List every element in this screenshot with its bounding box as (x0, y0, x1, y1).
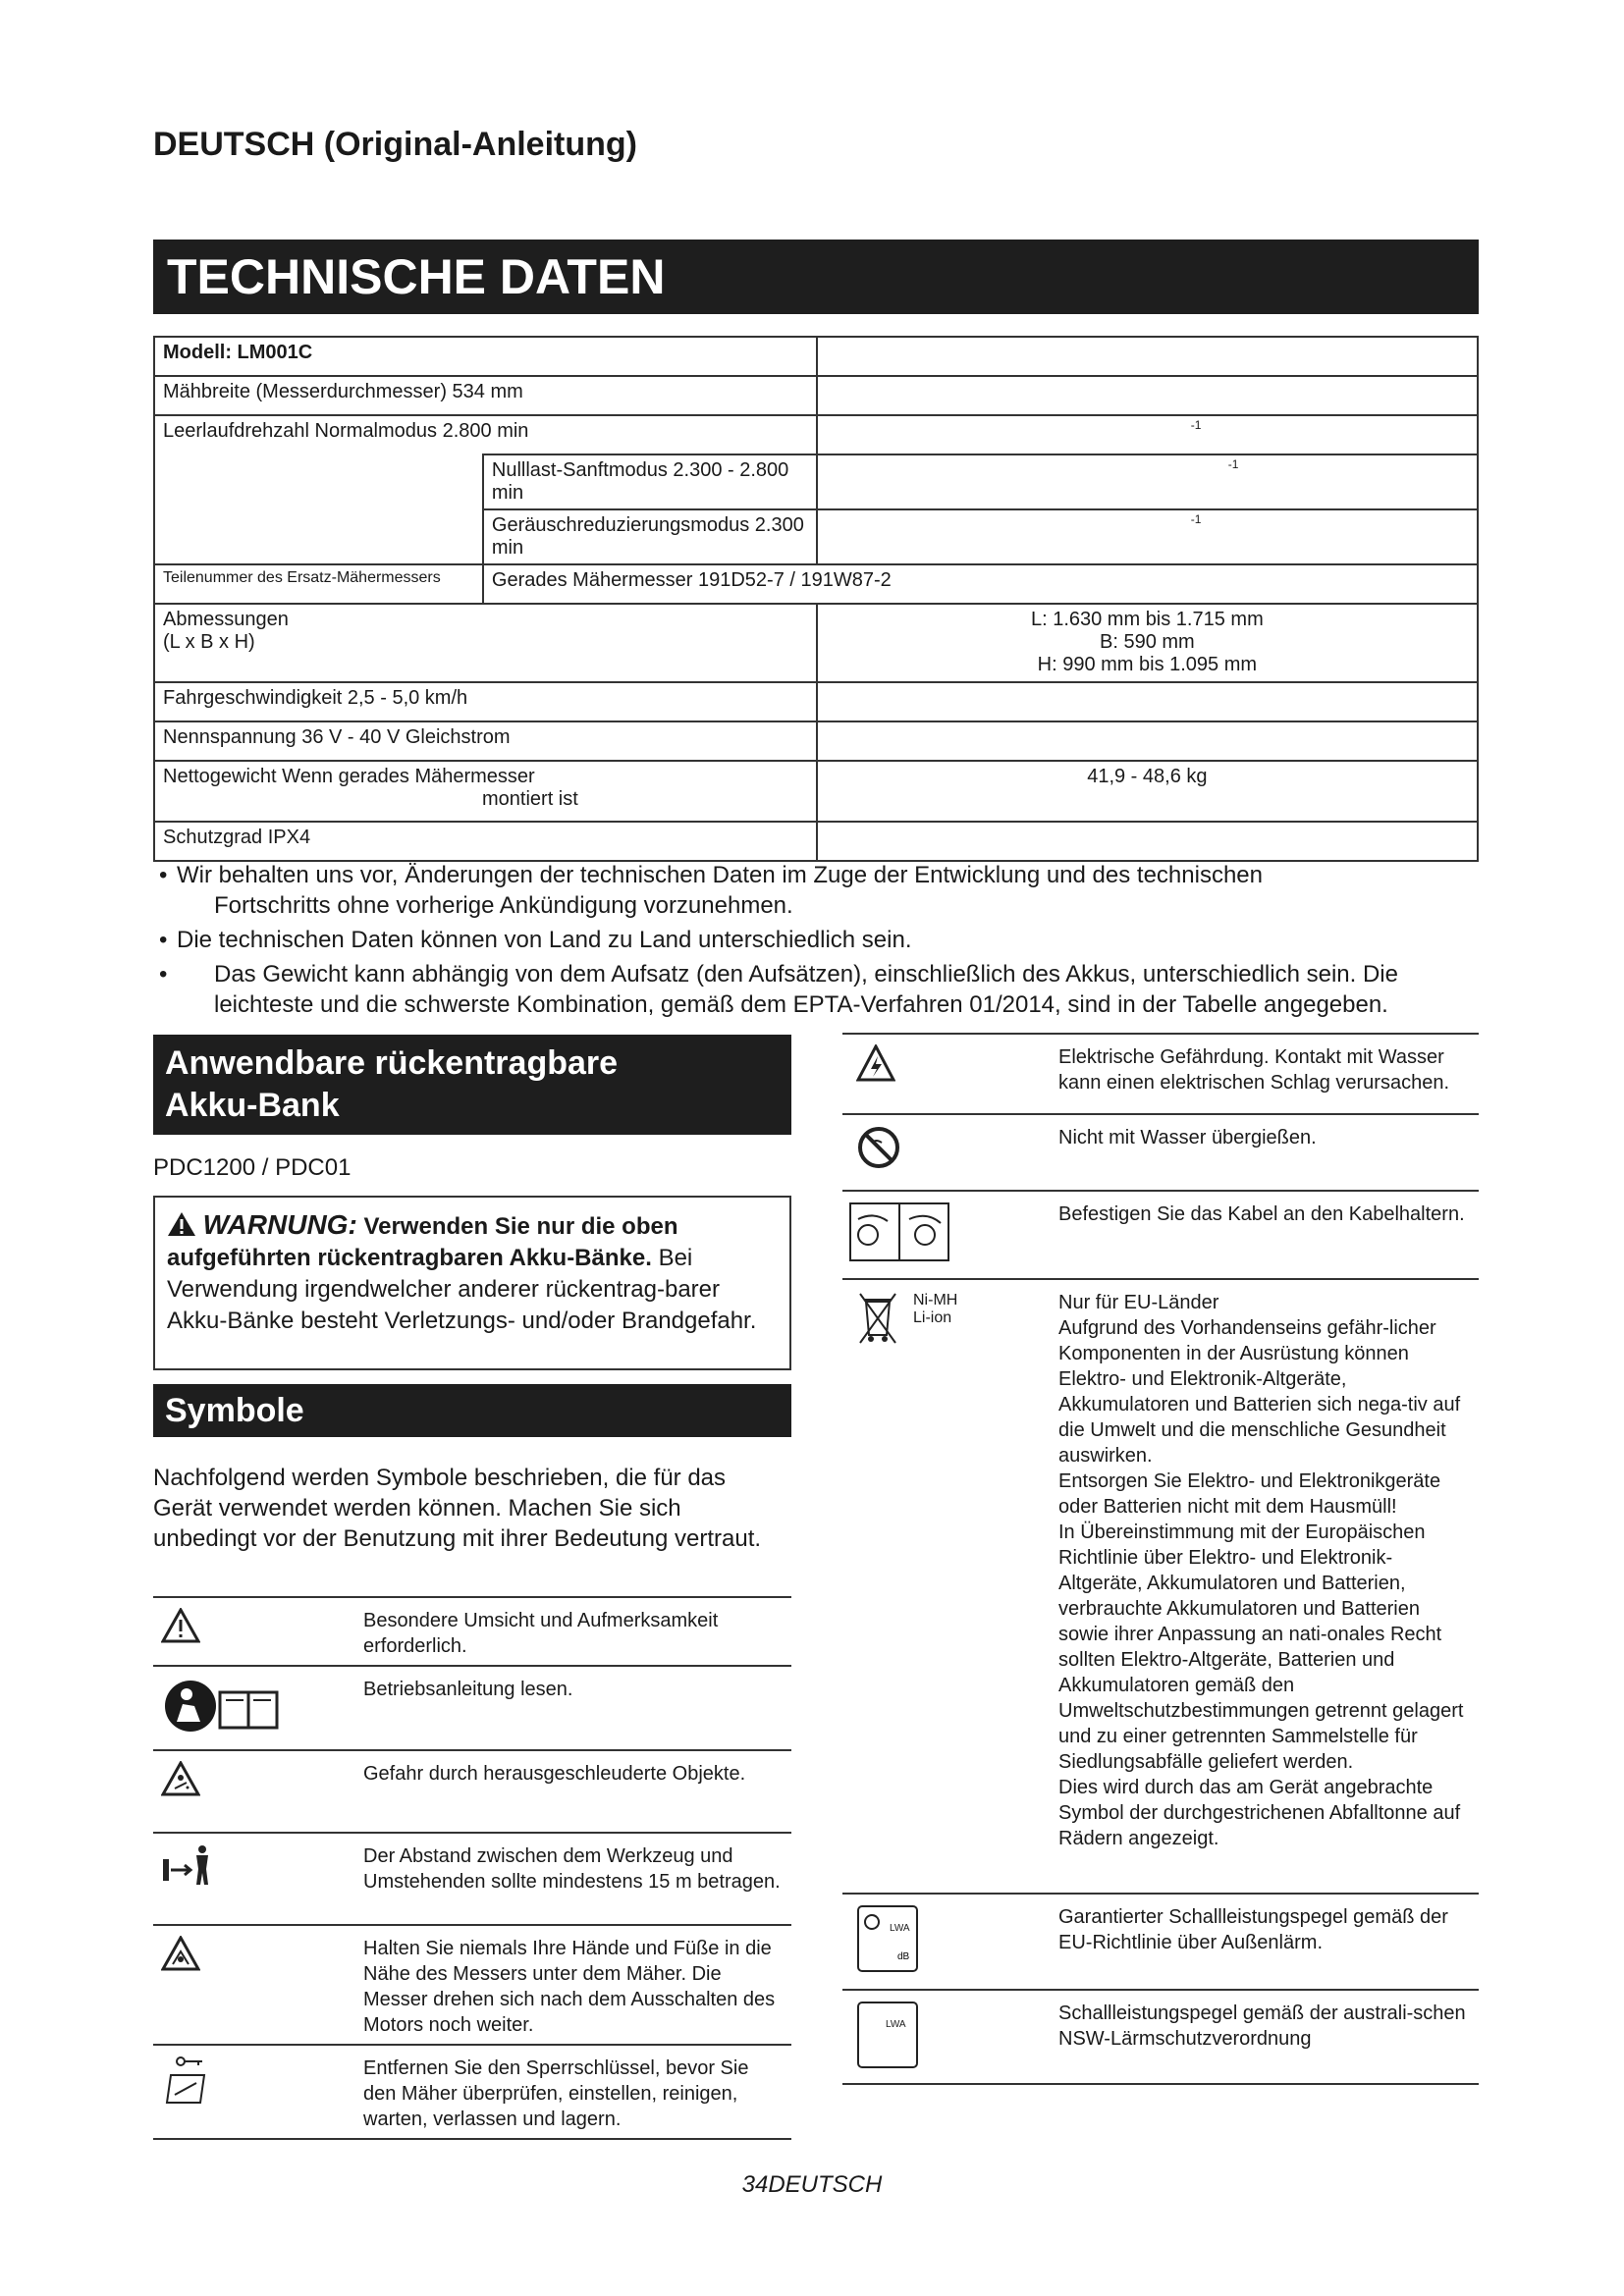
spec-row-idle-soft (154, 454, 1478, 509)
warning-bold-text: Verwenden Sie nur die oben aufgeführten rückentragbaren Akku-Bänke. (167, 1213, 678, 1271)
hands-feet-blade-icon (161, 1936, 200, 1971)
cable-holder-icon (848, 1201, 950, 1262)
dimensions-label: Abmessungen (163, 609, 289, 630)
weight-value-cell: 41,9 - 48,6 kg (817, 761, 1478, 822)
idle-normal-cell: Leerlaufdrehzahl Normalmodus 2.800 min (154, 415, 817, 454)
symbol-row (842, 1990, 1479, 2084)
symbol-row (842, 1034, 1479, 1114)
idle-quiet-cell: Geräuschreduzierungsmodus 2.300 min (483, 509, 817, 564)
bullet-icon: • (159, 862, 168, 888)
spec-row-blade (154, 564, 1478, 604)
rpm-exponent: -1 (1190, 512, 1202, 526)
weight-label-sub: montiert ist (482, 788, 578, 810)
no-water-icon (856, 1125, 901, 1170)
liion-label: Li-ion (913, 1309, 952, 1326)
lwa-label: LWA (886, 2019, 906, 2030)
spec-row-idle-quiet (154, 509, 1478, 564)
lwa-label: LWA (890, 1923, 910, 1934)
warning-triangle-icon (161, 1608, 200, 1643)
cutting-width-cell: Mähbreite (Messerdurchmesser) 534 mm (154, 376, 817, 415)
battery-section-banner: Anwendbare rückentragbare Akku-Bank (153, 1035, 791, 1135)
warning-icon (167, 1213, 203, 1240)
symbol-row (153, 1666, 791, 1750)
symbol-text: Nicht mit Wasser übergießen. (1051, 1114, 1479, 1191)
battery-models: PDC1200 / PDC01 (153, 1154, 352, 1181)
voltage-cell: Nennspannung 36 V - 40 V Gleichstrom (154, 721, 817, 761)
bullet-icon: • (159, 927, 168, 953)
warning-heading: WARNUNG: (202, 1209, 357, 1240)
read-manual-icon (161, 1677, 308, 1735)
symbol-text: Elektrische Gefährdung. Kontakt mit Wasser kann einen elektrischen Schlag verursachen. (1051, 1034, 1479, 1114)
model-cell: Modell: LM001C (154, 337, 817, 376)
protection-cell: Schutzgrad IPX4 (154, 822, 817, 861)
distance-bystander-icon (161, 1843, 220, 1887)
language-title: DEUTSCH (Original-Anleitung) (153, 126, 637, 163)
spec-row-idle-normal (154, 415, 1478, 454)
symbol-row (842, 1279, 1479, 1894)
spec-table (153, 336, 1479, 862)
symbol-text: Der Abstand zwischen dem Werkzeug und Umstehenden sollte mindestens 15 m betragen. (355, 1833, 791, 1925)
blade-value-cell: Gerades Mähermesser 191D52-7 / 191W87-2 (483, 564, 1478, 604)
symbol-text: Garantierter Schallleistungspegel gemäß der EU-Richtlinie über Außenlärm. (1051, 1894, 1479, 1990)
weight-label: Nettogewicht Wenn gerades Mähermesser (163, 766, 535, 787)
idle-soft-cell: Nulllast-Sanftmodus 2.300 - 2.800 min (483, 454, 817, 509)
dimensions-length: L: 1.630 mm bis 1.715 mm (1030, 609, 1264, 630)
symbol-text: Entfernen Sie den Sperrschlüssel, bevor Sie den Mäher überprüfen, einstellen, reinigen, warten, verlassen und lagern. (355, 2045, 791, 2139)
symbol-row (842, 1191, 1479, 1279)
note-item: • Das Gewicht kann abhängig von dem Aufsatz (den Aufsätzen), einschließlich des Akkus, unterschiedlich sein. Die leichteste und die schwerste Kombination, gemäß dem EPTA-Verfahren 01/2014, sind in der Tabelle angegeben. (159, 961, 1398, 1018)
spec-row-voltage (154, 721, 1478, 761)
symbols-table-right (842, 1033, 1479, 2085)
symbol-row (153, 1597, 791, 1666)
symbol-text: Besondere Umsicht und Aufmerksamkeit erforderlich. (355, 1597, 791, 1666)
symbol-row (153, 1833, 791, 1925)
symbol-row (153, 1750, 791, 1833)
bullet-icon: • (159, 961, 168, 988)
spec-notes (153, 860, 1489, 1024)
speed-cell: Fahrgeschwindigkeit 2,5 - 5,0 km/h (154, 682, 817, 721)
symbol-text: Gefahr durch herausgeschleuderte Objekte. (355, 1750, 791, 1833)
spec-row-weight (154, 761, 1478, 822)
spec-row-protection (154, 822, 1478, 861)
symbol-text: Betriebsanleitung lesen. (355, 1666, 791, 1750)
dimensions-height: H: 990 mm bis 1.095 mm (1037, 654, 1258, 675)
crossed-bin-icon (856, 1290, 899, 1347)
symbols-table-left (153, 1596, 791, 2140)
warning-text: Bei Verwendung irgendwelcher anderer rückentrag-barer Akku-Bänke besteht Verletzungs- und/oder Brandgefahr. (167, 1245, 757, 1334)
thrown-objects-icon (161, 1761, 200, 1796)
rpm-exponent: -1 (1227, 457, 1239, 471)
symbol-row (153, 1925, 791, 2045)
spec-row-cutting-width (154, 376, 1478, 415)
symbol-text: Halten Sie niemals Ihre Hände und Füße in die Nähe des Messers unter dem Mäher. Die Messer drehen sich nach dem Ausschalten des Motors noch weiter. (355, 1925, 791, 2045)
symbol-row (842, 1894, 1479, 1990)
symbol-text: Befestigen Sie das Kabel an den Kabelhaltern. (1051, 1191, 1479, 1279)
symbol-text: Nur für EU-Länder Aufgrund des Vorhandenseins gefähr-licher Komponenten in der Ausrüstung können Elektro- und Elektronik-Altgeräte, Akkumulatoren und Batterien sich nega-tiv auf die Umwelt und die menschliche Gesundheit auswirken. Entsorgen Sie Elektro- und Elektronikgeräte oder Batterien nicht mit dem Hausmüll! In Übereinstimmung mit der Europäischen Richtlinie über Elektro- und Elektronik-Altgeräte, Akkumulatoren und Batterien, verbrauchte Akkumulatoren und Batterien sowie ihrer Anpassung an nati-onales Recht sollten Elektro-Altgeräte, Batterien und Akkumulatoren gemäß den Umweltschutzbestimmungen getrennt gelagert und zu einer getrennten Sammelstelle für Siedlungsabfälle geliefert werden. Dies wird durch das am Gerät angebrachte Symbol der durchgestrichenen Abfalltonne auf Rädern angezeigt. (1051, 1279, 1479, 1894)
note-item: • Wir behalten uns vor, Änderungen der technischen Daten im Zuge der Entwicklung und des technischen Fortschritts ohne vorherige Ankündigung vorzunehmen. (159, 862, 1263, 919)
symbols-section-banner: Symbole (153, 1384, 791, 1437)
symbol-row (842, 1114, 1479, 1191)
spec-row-model (154, 337, 1478, 376)
spec-row-speed (154, 682, 1478, 721)
blade-label-cell: Teilenummer des Ersatz-Mähermessers (154, 564, 483, 604)
remove-key-icon (161, 2056, 210, 2107)
note-item: • Die technischen Daten können von Land zu Land unterschiedlich sein. (159, 927, 912, 953)
nimh-label: Ni-MH (913, 1292, 958, 1308)
dimensions-width: B: 590 mm (1100, 631, 1195, 653)
symbol-text: Schallleistungspegel gemäß der australi-schen NSW-Lärmschutzverordnung (1051, 1990, 1479, 2084)
symbol-row (153, 2045, 791, 2139)
dimensions-label-sub: (L x B x H) (163, 631, 255, 653)
symbols-intro: Nachfolgend werden Symbole beschrieben, die für das Gerät verwendet werden können. Machen Sie sich unbedingt vor der Benutzung mit ihrer Bedeutung vertraut. (153, 1465, 762, 1552)
electric-hazard-icon (856, 1044, 895, 1082)
page-footer: 34DEUTSCH (741, 2171, 883, 2198)
tech-data-banner: TECHNISCHE DATEN (153, 240, 1479, 314)
svg-text:dB: dB (897, 1951, 910, 1962)
rpm-exponent: -1 (1190, 418, 1202, 432)
spec-row-dimensions (154, 604, 1478, 682)
warning-box (153, 1196, 791, 1370)
